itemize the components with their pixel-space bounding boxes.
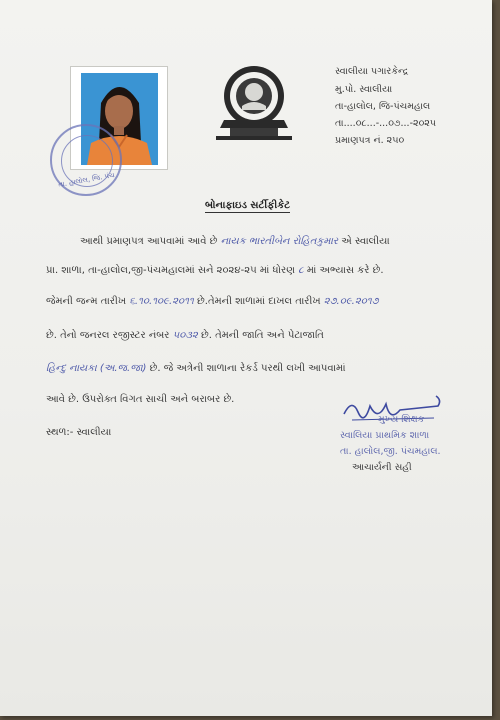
seal-text: તા. હાલોલ, જિ. પંચ bbox=[57, 171, 116, 189]
dob-label: જેમની જન્મ તારીખ bbox=[46, 296, 127, 307]
school-text: પ્રા. શાળા, તા-હાલોલ,જી-પંચમહાલમાં સને ૨૦૨૪-૨૫ માં ધોરણ bbox=[46, 265, 295, 276]
header-date: તા....૦૮...-...૦૭...-૨૦૨૫ bbox=[335, 118, 437, 129]
caste-subcaste: હિન્દુ નાયકા (અ.જ.જા) bbox=[46, 363, 147, 374]
school-emblem-logo bbox=[208, 62, 300, 144]
general-register-number: ૫૦૩૨ bbox=[172, 330, 198, 341]
caste-label: તેમની જાતિ અને પેટાજાતિ bbox=[215, 330, 324, 341]
body-line-1 bbox=[80, 236, 390, 247]
body-line-5 bbox=[46, 363, 346, 374]
date-of-birth: ૬.૧૦.૧૦૯.૨૦૧૧ bbox=[129, 296, 194, 307]
body-line-4 bbox=[46, 330, 324, 341]
body-line-2 bbox=[46, 265, 384, 276]
intro-suffix: એ સ્વાલીયા bbox=[341, 236, 390, 247]
header-village: સ્વાલીયા પગારકેન્દ્ર bbox=[335, 66, 409, 77]
school-place-stamp: તા. હાલોલ,જી. પંચમહાલ. bbox=[340, 446, 441, 457]
gr-label: છે. તેનો જનરલ રજીસ્ટર નંબર bbox=[46, 330, 170, 341]
student-standard: ૮ bbox=[298, 265, 304, 276]
header-taluka: તા-હાલોલ, જિ-પંચમહાલ bbox=[335, 101, 431, 112]
principal-signature bbox=[338, 392, 448, 434]
admission-date: ૨૭.૦૯.૨૦૧૭ bbox=[323, 296, 379, 307]
intro-text: આથી પ્રમાણપત્ર આપવામાં આવે છે bbox=[80, 236, 218, 247]
principal-signature-label: આચાર્યની સહી bbox=[352, 462, 412, 473]
study-text: માં અભ્યાસ કરે છે. bbox=[306, 265, 384, 276]
student-name: નાયક ભારતીબેન રોહિતકુમાર bbox=[220, 236, 339, 247]
certificate-title: બોનાફાઇડ સર્ટીફીકેટ bbox=[205, 200, 291, 211]
admission-label: છે.તેમની શાળામાં દાખલ તારીખ bbox=[197, 296, 321, 307]
place-line: સ્થળ:- સ્વાલીયા bbox=[46, 427, 112, 438]
record-text: છે. જે અત્રેની શાળાના રેકર્ડ પરથી લખી આપવામાં bbox=[149, 363, 346, 374]
school-name-stamp: સ્વાલિયા પ્રાથમિક શાળા bbox=[340, 430, 430, 441]
gr-suffix: છે. bbox=[200, 330, 212, 341]
body-line-3 bbox=[46, 296, 379, 307]
header-cert-no: પ્રમાણપત્ર નં. ૨૫૦ bbox=[335, 135, 405, 146]
header-post: મુ.પો. સ્વાલીયા bbox=[335, 84, 393, 95]
body-line-6: આવે છે. ઉપરોક્ત વિગત સાચી અને બરાબર છે. bbox=[46, 394, 235, 405]
head-teacher-label: મુખ્ય શિક્ષક bbox=[378, 414, 425, 425]
